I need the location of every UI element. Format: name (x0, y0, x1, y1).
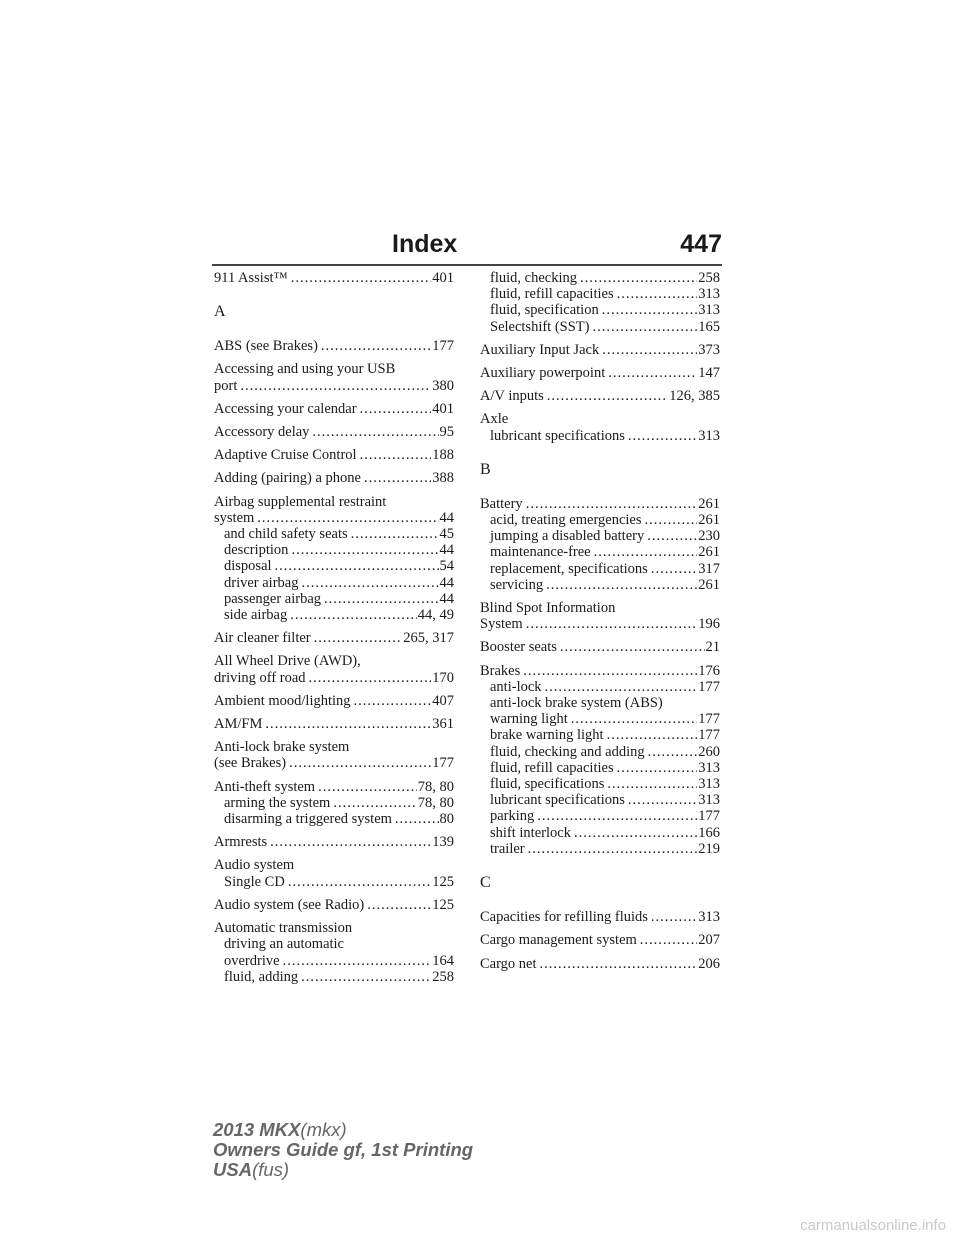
index-entry (480, 302, 720, 318)
index-entry (214, 591, 454, 607)
index-page-ref: 261 (698, 512, 720, 529)
index-entry-term: (see Brakes) (214, 755, 287, 772)
index-entry-term: driver airbag (224, 574, 299, 591)
dot-leader (580, 270, 697, 286)
index-entry-term: fluid, refill capacities (490, 286, 614, 303)
dot-leader (290, 607, 417, 623)
index-entry-term: Armrests (214, 834, 268, 851)
index-page-ref: 44 (439, 542, 454, 559)
index-letter-heading: A (214, 303, 226, 321)
dot-leader (309, 670, 432, 686)
index-entry (480, 744, 720, 760)
index-entry-term: description (224, 542, 289, 559)
index-entry (214, 953, 454, 969)
index-entry (480, 544, 720, 560)
dot-leader (560, 639, 705, 655)
index-entry-term: Adaptive Cruise Control (214, 447, 357, 464)
index-page-ref: 166 (698, 824, 720, 841)
index-entry-text: driving an automatic (224, 936, 344, 953)
index-page-ref: 207 (698, 932, 720, 949)
footer-line-guide: Owners Guide gf, 1st Printing (213, 1139, 474, 1160)
index-entry-term: system (214, 509, 255, 526)
index-entry-term: Adding (pairing) a phone (214, 470, 361, 487)
dot-leader (647, 528, 697, 544)
index-entry (480, 528, 720, 544)
index-entry-term: Auxiliary Input Jack (480, 341, 600, 358)
index-entry-text: Anti-lock brake system (214, 739, 350, 756)
index-entry-term: Ambient mood/lighting (214, 692, 351, 709)
dot-leader (265, 716, 431, 732)
index-entry (214, 510, 454, 526)
index-entry-term: fluid, checking (490, 270, 577, 286)
index-page-ref: 21 (705, 639, 720, 656)
dot-leader (594, 544, 698, 560)
index-entry (480, 388, 720, 404)
index-page-ref: 45 (439, 526, 454, 543)
index-page-ref: 177 (698, 727, 720, 744)
index-page-ref: 388 (432, 470, 454, 487)
index-entry-term: jumping a disabled battery (490, 528, 645, 545)
index-page-ref: 176 (698, 662, 720, 679)
dot-leader (301, 575, 438, 591)
dot-leader (617, 286, 698, 302)
index-entry (214, 670, 454, 686)
index-entry (214, 630, 454, 646)
dot-leader (537, 808, 697, 824)
index-entry-term: servicing (490, 576, 544, 593)
dot-leader (270, 834, 431, 850)
index-page-ref: 54 (439, 558, 454, 575)
index-entry (214, 542, 454, 558)
index-entry-term: Cargo management system (480, 932, 637, 949)
dot-leader (526, 616, 698, 632)
dot-leader (526, 496, 698, 512)
index-entry (480, 711, 720, 727)
index-entry-term: trailer (490, 840, 525, 857)
index-entry-term: fluid, adding (224, 968, 299, 985)
index-page-ref: 177 (698, 711, 720, 728)
index-column-left (214, 270, 454, 985)
index-entry-text: Automatic transmission (214, 920, 353, 937)
index-page-ref: 170 (432, 669, 454, 686)
index-page-ref: 44 (439, 509, 454, 526)
index-entry-term: Air cleaner filter (214, 630, 311, 647)
index-entry (214, 424, 454, 440)
index-entry (480, 956, 720, 972)
index-page-ref: 165 (698, 318, 720, 335)
index-entry-term: Accessory delay (214, 424, 310, 441)
header-rule (212, 264, 722, 266)
index-entry-term: Selectshift (SST) (490, 318, 590, 335)
dot-leader (291, 542, 438, 558)
index-entry (214, 795, 454, 811)
dot-leader (607, 727, 698, 743)
index-entry-term: disarming a triggered system (224, 811, 392, 828)
dot-leader (364, 470, 431, 486)
index-entry (214, 338, 454, 354)
index-entry-term: Single CD (224, 873, 285, 890)
footer-market-code: (fus) (252, 1159, 290, 1180)
dot-leader (240, 378, 431, 394)
index-entry-text: All Wheel Drive (AWD), (214, 653, 361, 670)
dot-leader (540, 956, 698, 972)
dot-leader (571, 711, 698, 727)
index-page-ref: 177 (698, 808, 720, 825)
footer-line-model (213, 1120, 473, 1140)
index-entry-term: shift interlock (490, 824, 571, 841)
index-entry (480, 639, 720, 655)
dot-leader (283, 953, 432, 969)
dot-leader (648, 744, 698, 760)
index-entry (480, 319, 720, 335)
dot-leader (628, 428, 697, 444)
index-entry-term: Brakes (480, 662, 521, 679)
index-page-ref: 313 (698, 776, 720, 793)
index-entry (480, 776, 720, 792)
index-page-ref: 258 (432, 968, 454, 985)
dot-leader (592, 319, 697, 335)
index-page-ref: 164 (432, 952, 454, 969)
index-entry (480, 792, 720, 808)
index-entry-term: maintenance-free (490, 544, 591, 561)
index-entry-term: passenger airbag (224, 590, 322, 607)
index-entry (480, 727, 720, 743)
dot-leader (360, 447, 432, 463)
index-entry-term: arming the system (224, 794, 331, 811)
index-entry-term: 911 Assist™ (214, 270, 288, 286)
index-entry (214, 378, 454, 394)
dot-leader (318, 779, 417, 795)
dot-leader (288, 874, 431, 890)
index-page-ref: 261 (698, 544, 720, 561)
index-entry-term: A/V inputs (480, 388, 544, 405)
index-entry (214, 897, 454, 913)
index-page-ref: 361 (432, 716, 454, 733)
index-entry-term: warning light (490, 711, 568, 728)
dot-leader (333, 795, 416, 811)
index-page-ref: 44 (439, 590, 454, 607)
index-entry-text: anti-lock brake system (ABS) (490, 695, 663, 712)
index-page-ref: 78, 80 (417, 794, 454, 811)
index-page-ref: 80 (439, 811, 454, 828)
index-entry (214, 526, 454, 542)
index-page-ref: 196 (698, 616, 720, 633)
index-entry-term: fluid, specification (490, 302, 599, 319)
index-entry-term: fluid, refill capacities (490, 759, 614, 776)
index-entry-term: lubricant specifications (490, 427, 625, 444)
index-entry (214, 575, 454, 591)
index-entry (480, 909, 720, 925)
index-page-ref: 95 (439, 424, 454, 441)
index-page-ref: 313 (698, 759, 720, 776)
index-entry (480, 825, 720, 841)
index-page-ref: 139 (432, 834, 454, 851)
index-entry (480, 561, 720, 577)
index-entry (214, 755, 454, 771)
index-entry-term: driving off road (214, 669, 306, 686)
index-page-ref: 261 (698, 576, 720, 593)
index-page-ref: 126, 385 (669, 388, 720, 405)
index-entry-term: replacement, specifications (490, 560, 648, 577)
index-entry-text: Accessing and using your USB (214, 361, 396, 378)
dot-leader (547, 388, 668, 404)
index-entry (214, 607, 454, 623)
index-page-ref: 44, 49 (417, 607, 454, 624)
dot-leader (523, 663, 697, 679)
index-entry-term: Anti-theft system (214, 778, 316, 795)
page-header (212, 224, 722, 264)
index-entry (480, 808, 720, 824)
dot-leader (351, 526, 439, 542)
index-entry-term: fluid, specifications (490, 776, 605, 793)
index-entry (214, 811, 454, 827)
index-entry (214, 693, 454, 709)
footer-market: USA (213, 1159, 253, 1180)
dot-leader (546, 577, 697, 593)
dot-leader (528, 841, 698, 857)
index-entry (214, 558, 454, 574)
dot-leader (628, 792, 697, 808)
index-entry-term: disposal (224, 558, 272, 575)
index-entry (480, 342, 720, 358)
dot-leader (291, 270, 432, 286)
index-page-ref: 177 (432, 338, 454, 355)
dot-leader (608, 365, 697, 381)
index-entry-term: Audio system (see Radio) (214, 896, 365, 913)
index-entry-term: overdrive (224, 952, 280, 969)
index-entry (480, 841, 720, 857)
dot-leader (360, 401, 432, 417)
index-page-ref: 401 (432, 400, 454, 417)
index-page-ref: 313 (698, 286, 720, 303)
index-page-ref: 219 (698, 840, 720, 857)
index-page-ref: 177 (432, 755, 454, 772)
index-letter-heading: B (480, 460, 491, 478)
index-entry-term: port (214, 377, 238, 394)
index-entry-term: acid, treating emergencies (490, 512, 642, 529)
footer-line-market (213, 1160, 473, 1180)
index-entry-term: ABS (see Brakes) (214, 338, 318, 355)
index-entry (480, 512, 720, 528)
footer-model-code: (mkx) (300, 1119, 347, 1140)
index-page-ref: 230 (698, 528, 720, 545)
index-page-ref: 317 (698, 560, 720, 577)
page-number: 447 (680, 230, 722, 258)
index-entry-term: AM/FM (214, 716, 263, 733)
index-entry-term: fluid, checking and adding (490, 743, 645, 760)
index-page-ref: 313 (698, 427, 720, 444)
dot-leader (312, 424, 438, 440)
page-footer (213, 1120, 473, 1180)
index-entry-text: Axle (480, 411, 509, 428)
index-page-ref: 407 (432, 692, 454, 709)
index-entry (480, 365, 720, 381)
index-entry (214, 779, 454, 795)
index-entry-term: Accessing your calendar (214, 400, 357, 417)
index-column-right (480, 270, 720, 972)
index-entry-term: Auxiliary powerpoint (480, 365, 606, 382)
index-entry (214, 401, 454, 417)
dot-leader (640, 932, 697, 948)
index-entry (480, 932, 720, 948)
index-entry-text: Audio system (214, 857, 295, 874)
dot-leader (574, 825, 697, 841)
index-entry-term: System (480, 616, 523, 633)
index-page-ref: 44 (439, 574, 454, 591)
dot-leader (257, 510, 438, 526)
index-entry (480, 616, 720, 632)
dot-leader (314, 630, 403, 646)
dot-leader (275, 558, 439, 574)
watermark: carmanualsonline.info (800, 1217, 946, 1234)
index-page-ref: 260 (698, 743, 720, 760)
index-page-ref: 401 (432, 270, 454, 286)
index-entry-term: side airbag (224, 607, 288, 624)
index-page-ref: 265, 317 (403, 630, 454, 647)
index-entry (214, 716, 454, 732)
index-page-ref: 206 (698, 955, 720, 972)
index-page-ref: 125 (432, 896, 454, 913)
dot-leader (354, 693, 432, 709)
index-entry-term: and child safety seats (224, 526, 348, 543)
section-title: Index (392, 230, 458, 258)
index-entry-term: Capacities for refilling fluids (480, 909, 648, 926)
index-page-ref: 313 (698, 909, 720, 926)
footer-model: 2013 MKX (213, 1119, 301, 1140)
index-entry-term: Booster seats (480, 639, 557, 656)
index-entry-term: anti-lock (490, 678, 542, 695)
index-page-ref: 177 (698, 678, 720, 695)
index-page-ref: 147 (698, 365, 720, 382)
index-entry (480, 286, 720, 302)
index-page-ref: 313 (698, 302, 720, 319)
dot-leader (367, 897, 431, 913)
index-entry-term: brake warning light (490, 727, 604, 744)
index-entry (480, 428, 720, 444)
dot-leader (301, 969, 431, 985)
dot-leader (645, 512, 698, 528)
index-page-ref: 188 (432, 447, 454, 464)
index-letter-heading: C (480, 874, 491, 892)
dot-leader (324, 591, 438, 607)
dot-leader (602, 342, 697, 358)
index-entry (480, 496, 720, 512)
index-entry (214, 447, 454, 463)
dot-leader (651, 909, 697, 925)
index-page-ref: 373 (698, 341, 720, 358)
index-entry (214, 969, 454, 985)
dot-leader (607, 776, 697, 792)
index-entry (214, 270, 454, 286)
index-page-ref: 78, 80 (417, 778, 454, 795)
index-entry-term: Cargo net (480, 955, 537, 972)
index-entry (214, 470, 454, 486)
index-entry (480, 679, 720, 695)
index-entry (480, 577, 720, 593)
index-entry (480, 760, 720, 776)
dot-leader (545, 679, 698, 695)
dot-leader (651, 561, 697, 577)
index-entry-text: Airbag supplemental restraint (214, 493, 387, 510)
dot-leader (321, 338, 431, 354)
index-entry (480, 663, 720, 679)
dot-leader (395, 811, 439, 827)
index-page-ref: 380 (432, 377, 454, 394)
dot-leader (289, 755, 431, 771)
index-page-ref: 258 (698, 270, 720, 286)
index-entry (480, 270, 720, 286)
index-entry (214, 874, 454, 890)
dot-leader (602, 302, 698, 318)
index-entry-text: Blind Spot Information (480, 600, 616, 617)
index-page-ref: 313 (698, 792, 720, 809)
index-entry-term: Battery (480, 495, 523, 512)
dot-leader (617, 760, 698, 776)
index-page-ref: 125 (432, 873, 454, 890)
index-page-ref: 261 (698, 495, 720, 512)
index-entry-term: lubricant specifications (490, 792, 625, 809)
index-entry-term: parking (490, 808, 535, 825)
index-entry (214, 834, 454, 850)
